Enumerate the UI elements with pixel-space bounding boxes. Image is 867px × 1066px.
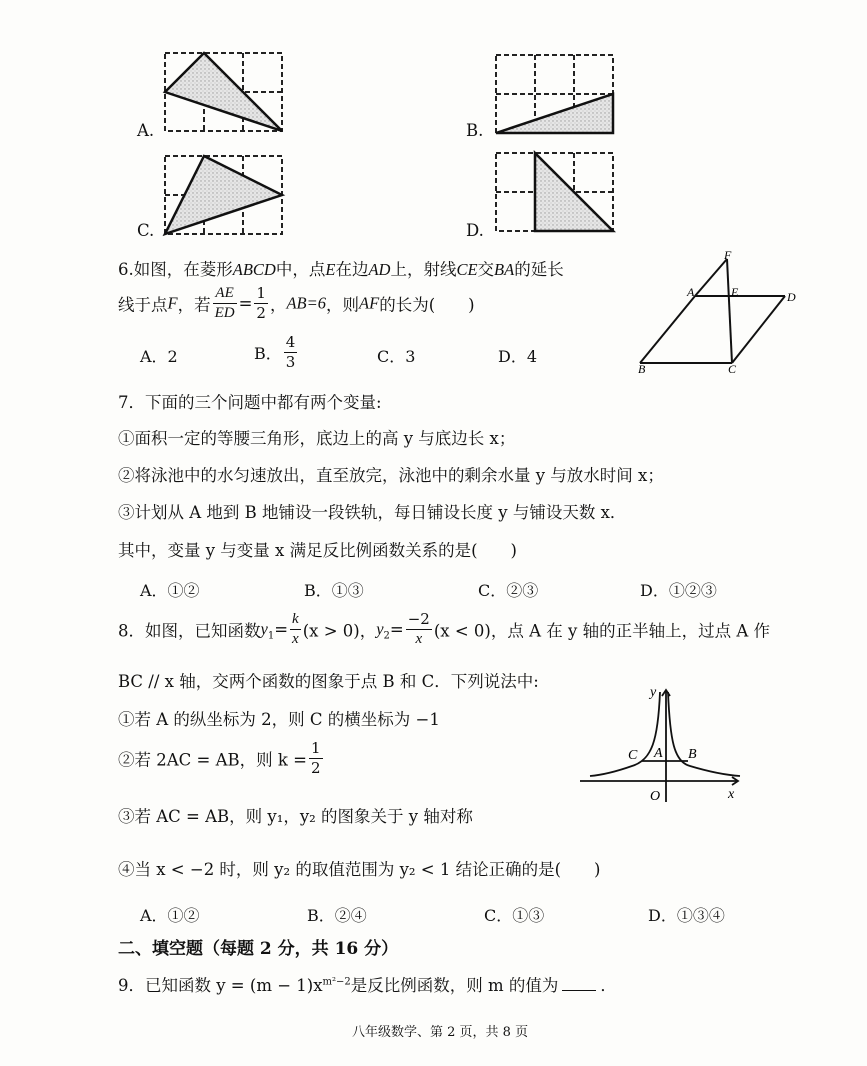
q8-option-d: D．①③④ <box>648 906 725 925</box>
q6-fig-label-b: B <box>638 362 646 376</box>
q6-fig-label-d: D <box>787 290 796 304</box>
q7-item-1: ①面积一定的等腰三角形，底边上的高 y 与底边长 x； <box>118 429 516 448</box>
q6-option-c: C．3 <box>377 347 416 366</box>
q9-answer-blank[interactable] <box>562 976 596 991</box>
q7-option-c: C．②③ <box>478 581 539 600</box>
q7-question: 其中，变量 y 与变量 x 满足反比例函数关系的是( ) <box>118 541 517 560</box>
q8-option-b: B．②④ <box>307 906 367 925</box>
q6-option-b: B． $\frac{4}{3}$ <box>254 333 296 371</box>
section-2-heading: 二、填空题（每题 2 分，共 16 分） <box>118 939 399 959</box>
q7-stem: 7．下面的三个问题中都有两个变量: <box>118 393 382 412</box>
q5-triangle-b <box>496 94 613 133</box>
q7-item-2: ②将泳池中的水匀速放出，直至放完，泳池中的剩余水量 y 与放水时间 x； <box>118 466 664 485</box>
q6-option-d: D．4 <box>498 347 538 366</box>
q8-statement-4: ④当 x < −2 时，则 y₂ 的取值范围为 y₂ < 1 结论正确的是( ) <box>118 860 601 879</box>
q8-fig-label-y: y <box>650 685 657 700</box>
q7-option-d: D．①②③ <box>640 581 717 600</box>
q7-item-3: ③计划从 A 地到 B 地铺设一段铁轨，每日铺设长度 y 与铺设天数 x． <box>118 503 627 522</box>
q8-fig-label-a: A <box>654 746 663 761</box>
q5-grid-c <box>165 156 282 234</box>
q8-function-graph <box>570 680 750 805</box>
q6-fig-label-f: F <box>724 248 732 262</box>
q5-label-d: D. <box>466 221 484 240</box>
q6-line1: 6.如图，在菱形ABCD中，点E在边AD上，射线CE交BA的延长 <box>118 260 564 279</box>
q6-line2: 线于点F，若 $\frac{AE}{ED}$ = $\frac{1}{2}$ ，AB=6，则AF的长为( ) <box>118 284 475 322</box>
q7-option-a: A．①② <box>140 581 200 600</box>
q6-fig-label-e: E <box>731 285 739 299</box>
q5-grid-a <box>165 53 282 131</box>
q8-option-a: A．①② <box>140 906 200 925</box>
q8-fig-label-x: x <box>728 787 735 802</box>
q8-statement-2: ②若 2AC = AB，则 k = $\frac{1}{2}$ <box>118 739 321 777</box>
q8-statement-1: ①若 A 的纵坐标为 2，则 C 的横坐标为 −1 <box>118 710 440 729</box>
q8-fig-label-b: B <box>688 747 697 762</box>
q8-stem-line2: BC // x 轴，交两个函数的图象于点 B 和 C．下列说法中: <box>118 672 539 691</box>
q5-label-b: B. <box>466 121 484 140</box>
q8-stem-line1: 8．如图，已知函数$y_1=$ $\frac{k}{x}$ (x > 0)，$y_2=$ $\frac{-2}{x}$ (x < 0)，点 A 在 y 轴的正半轴上，过点 A 作 <box>118 610 770 647</box>
page-footer: 八年级数学、第 2 页，共 8 页 <box>352 1025 529 1040</box>
q5-grid-d <box>496 153 613 231</box>
q8-fig-label-c: C <box>628 748 638 763</box>
q8-option-c: C．①③ <box>484 906 545 925</box>
q5-grid-b <box>496 55 613 133</box>
q6-rhombus-figure <box>620 245 810 380</box>
q5-option-figures <box>0 0 867 245</box>
q5-label-c: C. <box>137 221 155 240</box>
q5-label-a: A. <box>137 121 155 140</box>
q7-option-b: B．①③ <box>304 581 364 600</box>
q6-half-fraction: $\frac{1}{2}$ <box>256 284 266 322</box>
q8-fig-label-o: O <box>650 789 661 804</box>
q6-option-a: A．2 <box>140 347 178 366</box>
q6-fig-label-c: C <box>728 362 737 376</box>
q9-stem: 9．已知函数 $y = (m - 1)x^{m^2-2}$是反比例函数，则 m 的值为 ． <box>118 976 617 995</box>
q8-statement-3: ③若 AC = AB，则 y₁，y₂ 的图象关于 y 轴对称 <box>118 807 473 826</box>
q6-ratio-fraction: $\frac{AE}{ED}$ <box>214 285 235 321</box>
q6-fig-label-a: A <box>687 285 695 299</box>
